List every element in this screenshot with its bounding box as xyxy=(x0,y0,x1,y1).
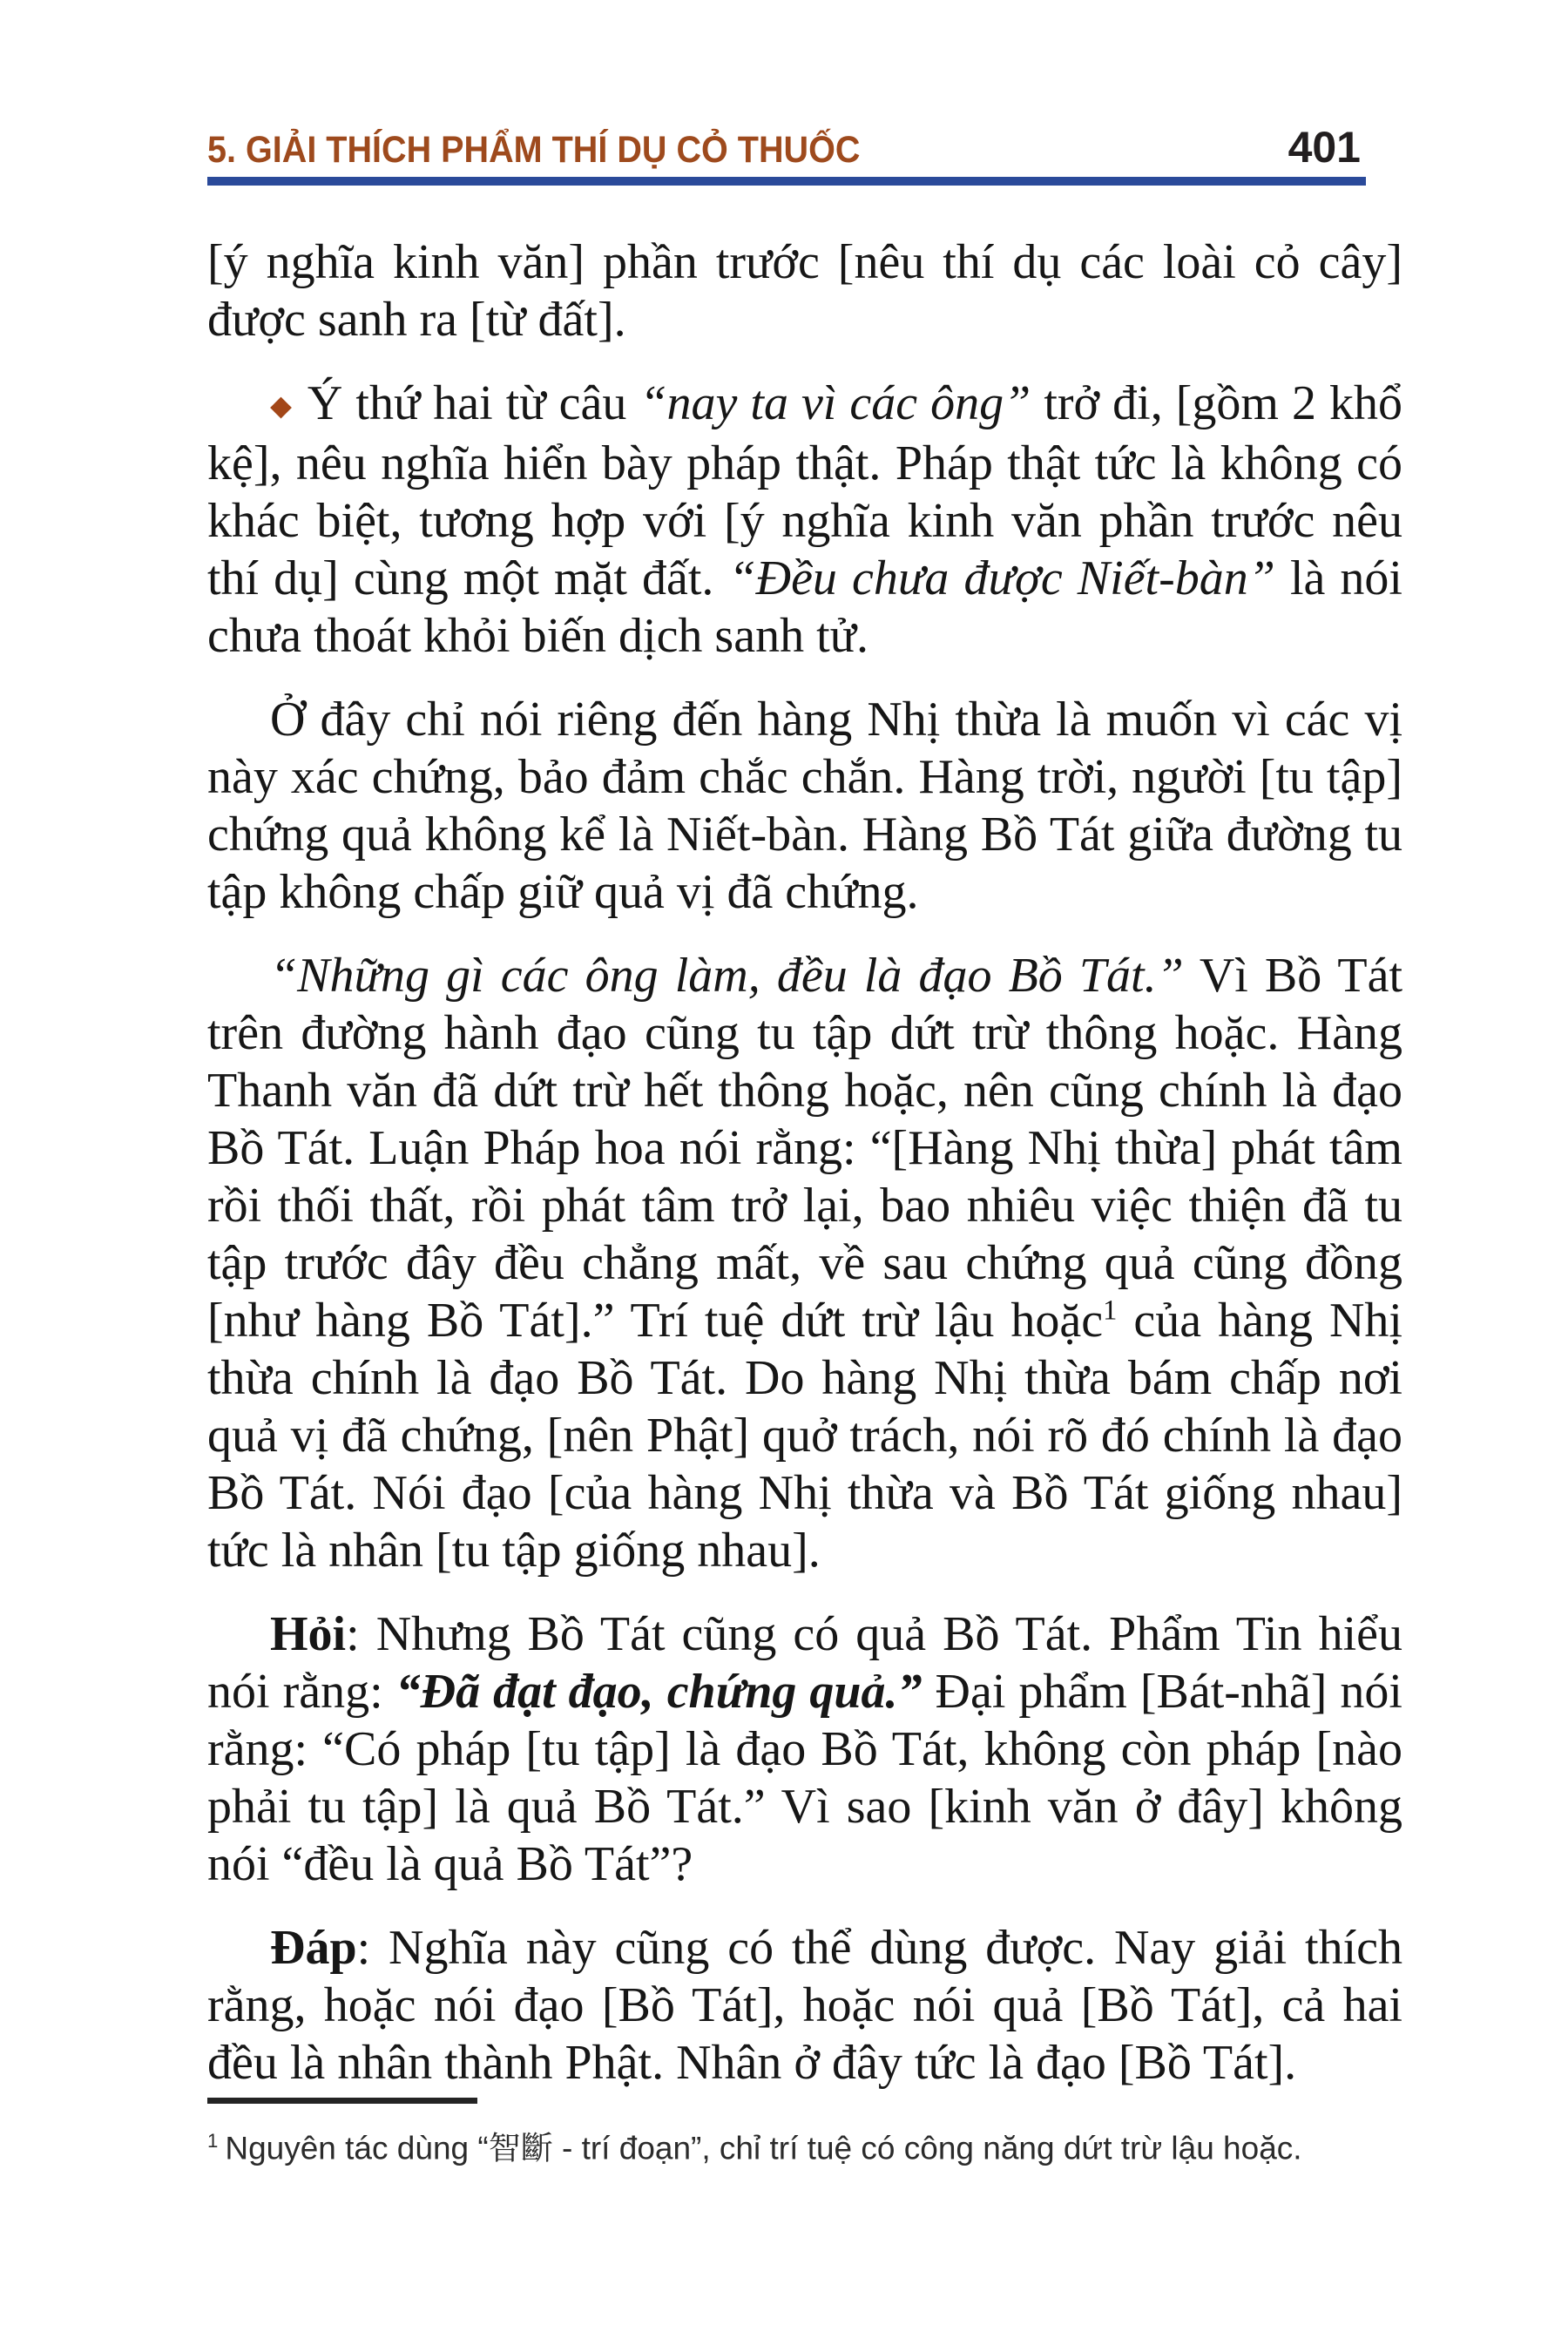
paragraph xyxy=(207,947,1402,1579)
footnote-marker: 1 xyxy=(207,2130,219,2152)
text-run: “nay ta vì các ông” xyxy=(639,376,1031,430)
text-run: : Nhưng Bồ Tát cũng có quả Bồ Tát. Phẩm Tin hiểu nói rằng: xyxy=(207,1607,1402,1720)
header-rule xyxy=(207,177,1366,186)
text-run: [ý nghĩa kinh văn] phần trước [nêu thí dụ các loài cỏ cây] được sanh ra [từ đất]. xyxy=(207,235,1402,347)
text-run: Ở đây chỉ nói riêng đến hàng Nhị thừa là muốn vì các vị này xác chứng, bảo đảm chắc chắn. Hàng trời, người [tu tập] chứng quả không kể là Niết-bàn. Hàng Bồ Tát giữa đường tu tập không chấp giữ quả vị đã chứng. xyxy=(207,693,1402,920)
paragraph xyxy=(207,375,1402,665)
text-run: Ý thứ hai từ câu xyxy=(307,376,640,430)
text-run: là nói chưa thoát khỏi biến dịch sanh tử. xyxy=(207,551,1402,664)
text-run: “Đã đạt đạo, chứng quả.” xyxy=(395,1665,923,1720)
page-number: 401 xyxy=(1288,123,1361,172)
footnote-divider xyxy=(207,2098,477,2104)
text-run: Đại phẩm [Bát-nhã] nói rằng: “Có pháp [tu tập] là đạo Bồ Tát, không còn pháp [nào phải tu tập] là quả Bồ Tát.” Vì sao [kinh văn ở đây] không nói “đều là quả Bồ Tát”? xyxy=(207,1665,1402,1892)
body-paragraphs xyxy=(207,233,1402,2118)
text-run: “Những gì các ông làm, đều là đạo Bồ Tát.” xyxy=(270,949,1184,1004)
footnote xyxy=(207,2120,1402,2169)
text-run: Đáp xyxy=(270,1921,357,1976)
paragraph xyxy=(207,1605,1402,1893)
text-run: “Đều chưa được Niết-bàn” xyxy=(728,551,1275,606)
paragraph xyxy=(207,691,1402,921)
text-run: trở đi, [gồm 2 khổ kệ], nêu nghĩa hiển bày pháp thật. Pháp thật tức là không có khác biệt, tương hợp với [ý nghĩa kinh văn phần trước nêu thí dụ] cùng một mặt đất. xyxy=(207,376,1402,606)
paragraph xyxy=(207,1919,1402,2092)
text-run: Hỏi xyxy=(270,1607,347,1662)
diamond-bullet-icon: ◆ xyxy=(270,390,308,422)
text-run: của hàng Nhị thừa chính là đạo Bồ Tát. Do hàng Nhị thừa bám chấp nơi quả vị đã chứng, [nên Phật] quở trách, nói rõ đó chính là đạo Bồ Tát. Nói đạo [của hàng Nhị thừa và Bồ Tát giống nhau] tức là nhân [tu tập giống nhau]. xyxy=(207,1294,1402,1578)
footnote-text: Nguyên tác dùng “智斷 - trí đoạn”, chỉ trí tuệ có công năng dứt trừ lậu hoặc. xyxy=(225,2130,1302,2166)
paragraph xyxy=(207,233,1402,348)
text-run: 1 xyxy=(1103,1294,1118,1327)
chapter-title: 5. GIẢI THÍCH PHẨM THÍ DỤ CỎ THUỐC xyxy=(207,129,861,171)
text-run: : Nghĩa này cũng có thể dùng được. Nay giải thích rằng, hoặc nói đạo [Bồ Tát], hoặc nói quả [Bồ Tát], cả hai đều là nhân thành Phật. Nhân ở đây tức là đạo [Bồ Tát]. xyxy=(207,1921,1402,2091)
text-run: Vì Bồ Tát trên đường hành đạo cũng tu tập dứt trừ thông hoặc. Hàng Thanh văn đã dứt trừ hết thông hoặc, nên cũng chính là đạo Bồ Tát. Luận Pháp hoa nói rằng: “[Hàng Nhị thừa] phát tâm rồi thối thất, rồi phát tâm trở lại, bao nhiêu việc thiện đã tu tập trước đây đều chẳng mất, về sau chứng quả cũng đồng [như hàng Bồ Tát].” Trí tuệ dứt trừ lậu hoặc xyxy=(207,949,1402,1348)
